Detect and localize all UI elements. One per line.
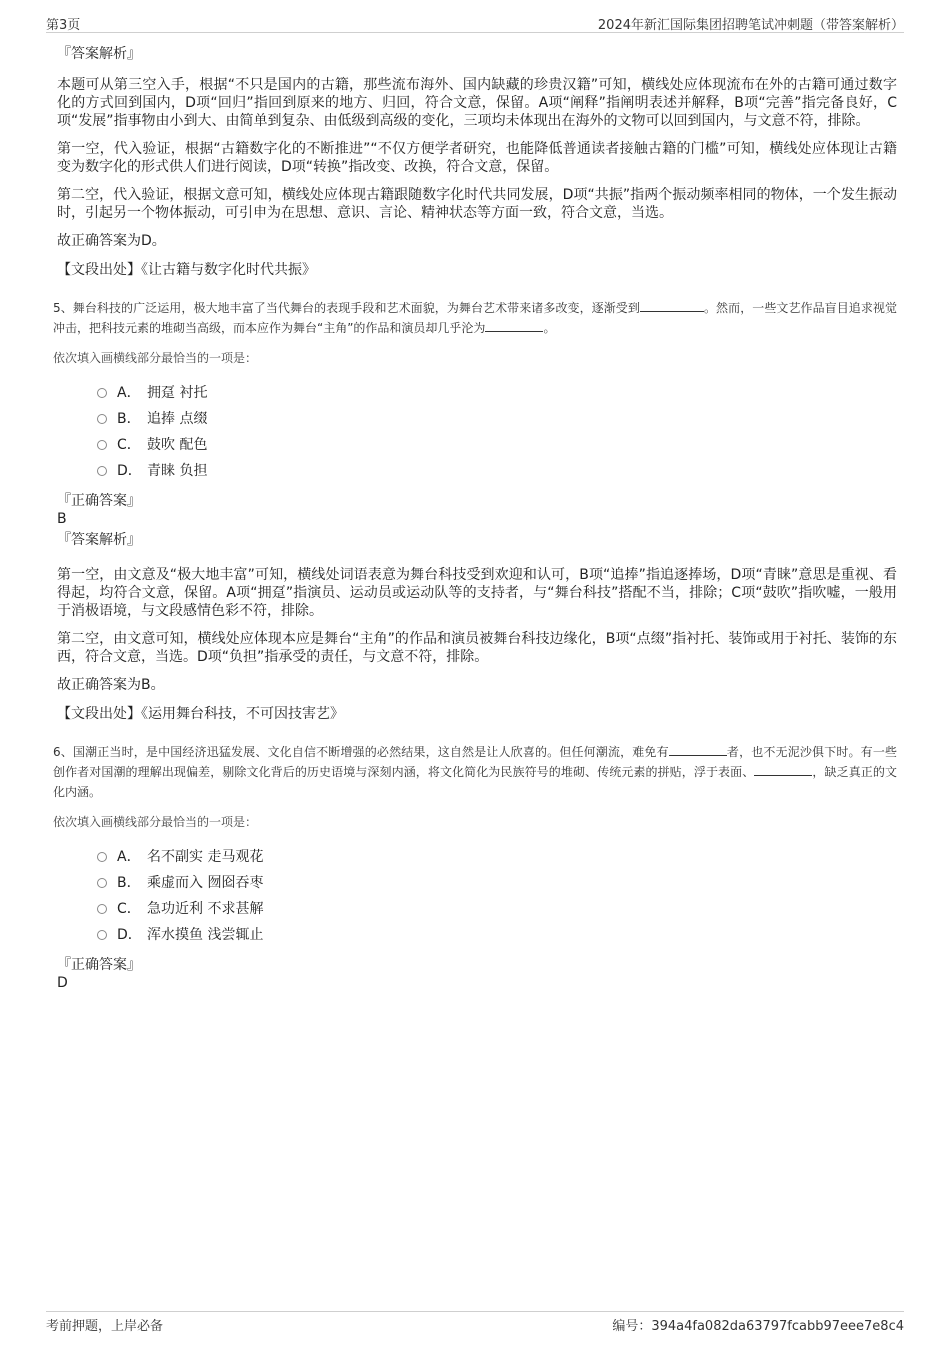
analysis-paragraph: 第一空，代入验证，根据“古籍数字化的不断推进”“不仅方便学者研究，也能降低普通读者接触古籍的门槛”可知，横线处应体现让古籍变为数字化的形式供人们进行阅读，D项“转换”指改变、改换，符合文意，保留。 bbox=[57, 141, 897, 175]
question-text: ，缺乏真正的文化内涵。 bbox=[53, 765, 897, 799]
correct-answer: B bbox=[57, 511, 67, 527]
option-letter: C． bbox=[117, 901, 141, 917]
source-citation: 【文段出处】《运用舞台科技，不可因技害艺》 bbox=[57, 706, 344, 722]
answer-conclusion: 故正确答案为B。 bbox=[57, 677, 165, 693]
question-text: 者，也不无泥沙俱下时。有一些创作者对国潮的理解出现偏差，剔除文化背后的历史语境与深刻内涵，将文化简化为民族符号的堆砌、传统元素的拼贴，浮于表面、 bbox=[53, 745, 897, 779]
radio-icon[interactable] bbox=[97, 466, 107, 476]
option-letter: C． bbox=[117, 437, 141, 453]
option-text: 拥趸 衬托 bbox=[147, 385, 208, 401]
option-text: 乘虚而入 囫囵吞枣 bbox=[147, 875, 264, 891]
question-text: 6、国潮正当时，是中国经济迅猛发展、文化自信不断增强的必然结果，这自然是让人欣喜的。但任何潮流，难免有 bbox=[53, 745, 669, 759]
analysis-tag: 『答案解析』 bbox=[57, 46, 141, 62]
option-list bbox=[97, 844, 897, 948]
radio-icon[interactable] bbox=[97, 930, 107, 940]
correct-answer-tag: 『正确答案』 bbox=[57, 493, 141, 509]
option-c[interactable] bbox=[97, 432, 897, 458]
option-b[interactable] bbox=[97, 406, 897, 432]
page-number: 第3页 bbox=[46, 18, 81, 33]
radio-icon[interactable] bbox=[97, 852, 107, 862]
question-instruction: 依次填入画横线部分最恰当的一项是： bbox=[53, 815, 258, 829]
correct-answer: D bbox=[57, 975, 68, 991]
question-5-stem bbox=[53, 298, 897, 338]
question-text: 。 bbox=[543, 321, 556, 335]
radio-icon[interactable] bbox=[97, 904, 107, 914]
correct-answer-tag: 『正确答案』 bbox=[57, 957, 141, 973]
answer-conclusion: 故正确答案为D。 bbox=[57, 233, 166, 249]
option-d[interactable] bbox=[97, 458, 897, 484]
radio-icon[interactable] bbox=[97, 388, 107, 398]
blank-line bbox=[669, 743, 727, 756]
blank-line bbox=[485, 319, 543, 332]
analysis-paragraph: 第一空，由文意及“极大地丰富”可知，横线处词语表意为舞台科技受到欢迎和认可，B项“追捧”指追逐捧场，D项“青睐”意思是重视、看得起，均符合文意，保留。A项“拥趸”指演员、运动员或运动队等的支持者，与“舞台科技”搭配不当，排除；C项“鼓吹”指吹嘘，一般用于消极语境，与文段感情色彩不符，排除。 bbox=[57, 567, 897, 619]
option-text: 青睐 负担 bbox=[147, 463, 208, 479]
document-body bbox=[53, 44, 897, 994]
option-list bbox=[97, 380, 897, 484]
page-footer bbox=[46, 1311, 904, 1334]
option-c[interactable] bbox=[97, 896, 897, 922]
footer-slogan: 考前押题，上岸必备 bbox=[46, 1319, 164, 1334]
radio-icon[interactable] bbox=[97, 878, 107, 888]
question-6-stem bbox=[53, 742, 897, 802]
option-text: 急功近利 不求甚解 bbox=[147, 901, 264, 917]
option-a[interactable] bbox=[97, 380, 897, 406]
option-letter: D． bbox=[117, 463, 142, 479]
page-header bbox=[46, 12, 904, 33]
option-letter: B． bbox=[117, 411, 141, 427]
question-instruction: 依次填入画横线部分最恰当的一项是： bbox=[53, 351, 258, 365]
option-letter: B． bbox=[117, 875, 141, 891]
analysis-paragraph: 本题可从第三空入手，根据“不只是国内的古籍，那些流布海外、国内缺藏的珍贵汉籍”可知，横线处应体现流布在外的古籍可通过数字化的方式回到国内，D项“回归”指回到原来的地方、归回，符合文意，保留。A项“阐释”指阐明表述并解释，B项“完善”指完备良好，C项“发展”指事物由小到大、由简单到复杂、由低级到高级的变化，三项均未体现出在海外的文物可以回到国内，与文意不符，排除。 bbox=[57, 77, 897, 129]
blank-line bbox=[754, 763, 812, 776]
document-title: 2024年新汇国际集团招聘笔试冲刺题（带答案解析） bbox=[597, 18, 904, 33]
question-text: 。然而，一些文艺作品盲目追求视觉冲击，把科技元素的堆砌当高级，而本应作为舞台“主角”的作品和演员却几乎沦为 bbox=[53, 301, 897, 335]
option-text: 名不副实 走马观花 bbox=[147, 849, 264, 865]
question-text: 5、舞台科技的广泛运用，极大地丰富了当代舞台的表现手段和艺术面貌，为舞台艺术带来诸多改变，逐渐受到 bbox=[53, 301, 640, 315]
option-d[interactable] bbox=[97, 922, 897, 948]
source-citation: 【文段出处】《让古籍与数字化时代共振》 bbox=[57, 262, 316, 278]
option-letter: A． bbox=[117, 385, 141, 401]
option-text: 追捧 点缀 bbox=[147, 411, 208, 427]
analysis-paragraph: 第二空，由文意可知，横线处应体现本应是舞台“主角”的作品和演员被舞台科技边缘化，B项“点缀”指衬托、装饰或用于衬托、装饰的东西，符合文意，当选。D项“负担”指承受的责任，与文意不符，排除。 bbox=[57, 631, 897, 665]
option-text: 鼓吹 配色 bbox=[147, 437, 208, 453]
analysis-tag: 『答案解析』 bbox=[57, 532, 141, 548]
option-letter: D． bbox=[117, 927, 142, 943]
option-text: 浑水摸鱼 浅尝辄止 bbox=[147, 927, 264, 943]
radio-icon[interactable] bbox=[97, 414, 107, 424]
option-b[interactable] bbox=[97, 870, 897, 896]
document-code: 编号：394a4fa082da63797fcabb97eee7e8c4 bbox=[612, 1319, 904, 1334]
analysis-paragraph: 第二空，代入验证，根据文意可知，横线处应体现古籍跟随数字化时代共同发展，D项“共振”指两个振动频率相同的物体，一个发生振动时，引起另一个物体振动，可引申为在思想、意识、言论、精神状态等方面一致，符合文意，当选。 bbox=[57, 187, 897, 221]
blank-line bbox=[640, 299, 704, 312]
radio-icon[interactable] bbox=[97, 440, 107, 450]
option-letter: A． bbox=[117, 849, 141, 865]
option-a[interactable] bbox=[97, 844, 897, 870]
